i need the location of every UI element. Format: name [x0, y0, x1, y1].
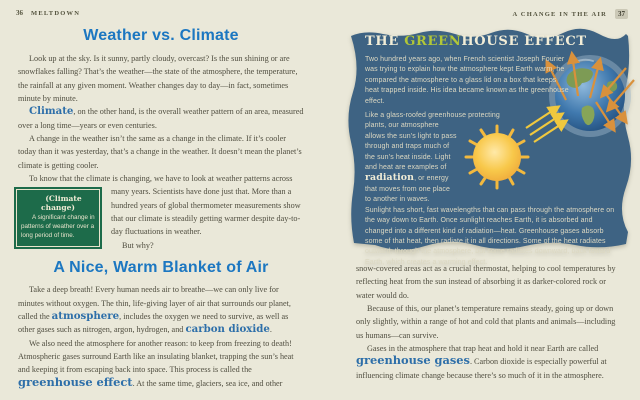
- body-text: , on the other hand, is the overall weather pattern of an area, measured over a long time—years or even centuries.: [18, 107, 304, 130]
- climate-change-definition-box: [14, 187, 102, 248]
- feature-box-content: [365, 34, 615, 272]
- body-text: across many years. Scientists have done just that. More than a hundred years of global thermometer measurements show that our climate is steadily getting warmer despite day-to-day fluctuations in weather.: [111, 174, 301, 237]
- feature-box-title: [365, 34, 615, 50]
- body-text: Because of this, our planet’s temperature remains steady, going up or down only slightly, within a range of hot and cold that plants and animals—including us humans—can survive.: [356, 304, 616, 340]
- paragraph: [18, 283, 304, 336]
- running-head-right: [512, 9, 628, 19]
- page-number: 36: [16, 9, 23, 17]
- page-number: 37: [615, 9, 628, 19]
- paragraph: [18, 172, 304, 239]
- body-text: , or energy that moves from one place to another in waves. Sunlight has short, fast wavelengths that can pass through the atmosphere on the way down to Earth. Once sunlight reaches Earth, it is absorbed and changed into a different kind of radiation—heat. Greenhouse gases absorb some of that heat, then radiate it in all directions. Some of the heat radiates outward, through the atmosphere, but some radiates downward, back toward Earth, which creates a warming effect.: [365, 175, 615, 266]
- body-text: Like a glass-roofed greenhouse protecting plants, our atmosphere allows the sun’s light to pass through and traps much of the sun’s heat inside. Light and heat are examples of: [365, 112, 500, 172]
- keyword-greenhouse-effect: greenhouse effect: [18, 374, 133, 389]
- paragraph: [18, 105, 304, 132]
- definition-box-body: A significant change in patterns of weather over a long period of time.: [21, 214, 95, 240]
- left-page-content: [18, 24, 304, 390]
- body-text: snow-covered areas act as a crucial thermostat, helping to cool temperatures by reflecting heat from the sun instead of absorbing it as darker-colored rock or water would do.: [356, 264, 616, 300]
- body-text: . Carbon dioxide is especially powerful at influencing climate change because there’s so much of it in the atmosphere.: [356, 357, 607, 380]
- right-page-content: [356, 262, 624, 382]
- paragraph: [18, 52, 304, 105]
- paragraph: [356, 302, 624, 342]
- body-text: . At the same time, glaciers, sea ice, and other: [132, 378, 283, 388]
- keyword-carbon-dioxide: carbon dioxide: [185, 323, 270, 336]
- body-text: , includes the oxygen we need to survive, as well as other gases such as nitrogen, argon, hydrogen, and: [18, 311, 289, 335]
- right-page: [320, 0, 640, 400]
- paragraph: [356, 262, 624, 302]
- body-text: But why?: [122, 240, 154, 250]
- definition-box-frame: [16, 189, 100, 246]
- keyword-climate: Climate: [29, 105, 74, 118]
- earth-wrap-spacer: [569, 55, 615, 109]
- chapter-title: A CHANGE IN THE AIR: [512, 10, 607, 18]
- keyword-radiation: radiation: [365, 172, 415, 184]
- body-text: Look up at the sky. Is it sunny, partly cloudy, overcast? Is the sun shining or are snowflakes falling? That’s the weather—the state of the atmosphere, the temperature, the rainfall at any given moment. Weather changes day to day—in fact, sometimes minute by minute.: [18, 54, 298, 104]
- definition-box-title: (Climate change): [41, 194, 82, 213]
- section-heading-warm-blanket: A Nice, Warm Blanket of Air: [53, 259, 269, 277]
- greenhouse-effect-feature-box: [345, 27, 632, 266]
- paragraph: [18, 132, 304, 172]
- running-head-left: [16, 9, 80, 17]
- keyword-greenhouse-gases: greenhouse gases: [356, 353, 470, 368]
- body-text: Take a deep breath! Every human needs air to breathe—we can only live for minutes without oxygen. The thin, life-giving layer of air that surrounds our planet, called the: [18, 285, 291, 321]
- body-text: A change in the weather isn’t the same as a change in the climate. If it’s cooler today than it was yesterday, that’s a change in the weather. It doesn’t mean the planet’s climate is getting cooler.: [18, 134, 302, 170]
- paragraph: [365, 55, 615, 107]
- body-text: Two hundred years ago, when French scientist Joseph Fourier was trying to explain how the atmosphere kept Earth warm, he compared the atmosphere to a glass lid on a box that keeps heat trapped inside. His idea became known as the greenhouse effect.: [365, 56, 569, 105]
- body-text: .: [269, 325, 272, 335]
- body-text: To know that the climate is changing, we have to look at weather patterns: [29, 174, 272, 184]
- title-text: HOUSE EFFECT: [461, 34, 587, 49]
- body-text: Gases in the atmosphere that trap heat and hold it near Earth are called: [367, 344, 599, 354]
- title-text-green: GREEN: [404, 34, 462, 49]
- paragraph: [18, 337, 304, 390]
- paragraph: [365, 111, 615, 268]
- section-heading-weather-vs-climate: Weather vs. Climate: [83, 27, 239, 44]
- keyword-atmosphere: atmosphere: [51, 309, 120, 322]
- book-title: MELTDOWN: [31, 9, 81, 17]
- sun-wrap-spacer: [457, 111, 615, 197]
- body-text: We also need the atmosphere for another reason: to keep from freezing to death! Atmospheric gases surround Earth like an insulating blanket, trapping the sun’s heat and keeping it from escaping back into space. This process is called the: [18, 338, 294, 375]
- title-text: THE: [365, 34, 405, 49]
- paragraph: [356, 342, 624, 382]
